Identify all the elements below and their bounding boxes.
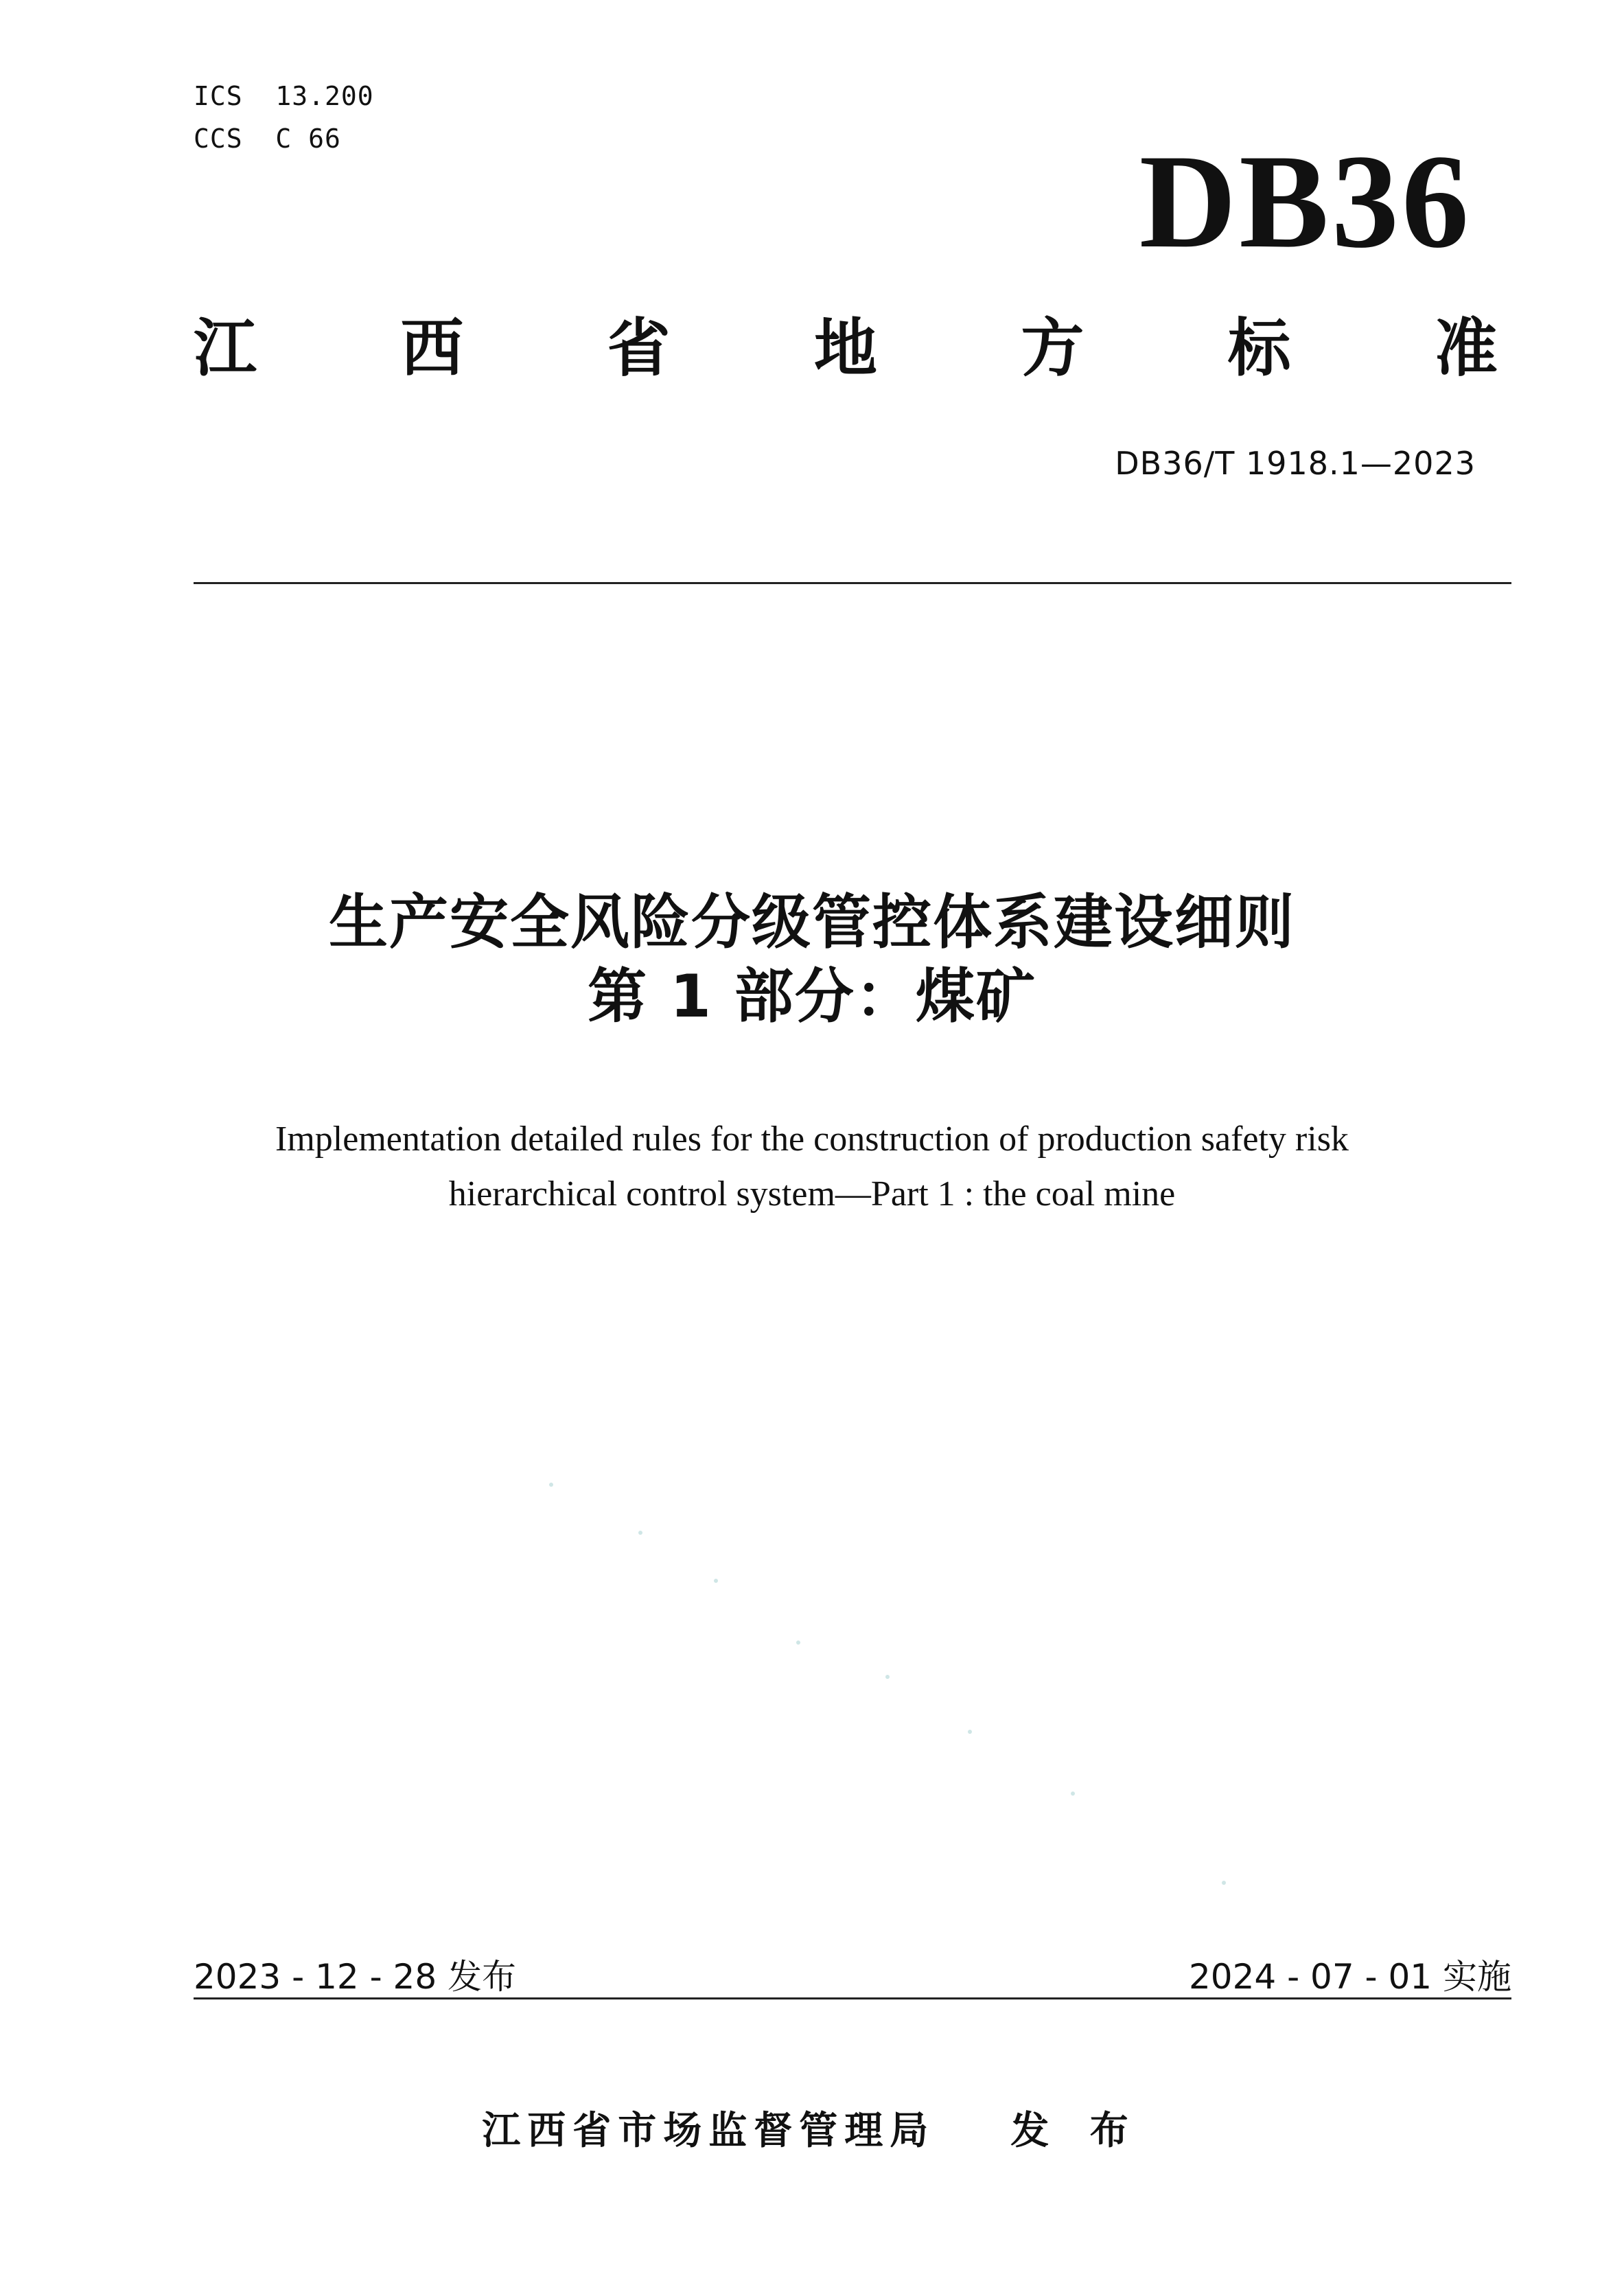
ccs-classification: CCS C 66 — [194, 124, 341, 154]
scan-speck — [968, 1730, 972, 1734]
scan-speck — [1071, 1791, 1075, 1796]
standard-code-logo: DB36 — [1139, 127, 1472, 276]
publish-date: 2023 - 12 - 28 发布 — [194, 1957, 517, 1997]
title-zh-line1: 生产安全风险分级管控体系建设细则 — [329, 888, 1295, 957]
standard-type-char: 省 — [607, 312, 671, 385]
issuing-authority: 江西省市场监督管理局 — [482, 2109, 936, 2153]
scan-speck — [549, 1483, 553, 1487]
standard-type-char: 西 — [400, 312, 464, 385]
implementation-date: 2024 - 07 - 01 实施 — [1188, 1957, 1511, 1997]
standard-type-char: 方 — [1021, 312, 1084, 385]
issue-verb: 发 布 — [1010, 2109, 1142, 2153]
standard-type-heading — [194, 312, 1498, 385]
chinese-title — [0, 885, 1624, 1034]
issuer-line — [0, 2100, 1624, 2155]
standard-number: DB36/T 1918.1—2023 — [1115, 445, 1476, 482]
scan-speck — [714, 1579, 718, 1583]
standard-type-char: 江 — [194, 312, 257, 385]
footer-divider — [194, 1997, 1511, 1999]
header-divider — [194, 582, 1511, 584]
scan-speck — [1222, 1881, 1226, 1885]
title-zh-line2: 第 1 部分：煤矿 — [588, 962, 1036, 1032]
standard-type-char: 地 — [813, 312, 877, 385]
ics-classification: ICS 13.200 — [194, 81, 374, 111]
scan-speck — [796, 1640, 800, 1645]
standard-type-char: 标 — [1227, 312, 1291, 385]
title-en-line1: Implementation detailed rules for the construction of production safety risk — [275, 1120, 1349, 1159]
standard-type-char: 准 — [1434, 312, 1498, 385]
title-en-line2: hierarchical control system—Part 1 : the coal mine — [448, 1174, 1176, 1214]
scan-speck — [638, 1531, 642, 1535]
english-title — [0, 1112, 1624, 1221]
scan-speck — [885, 1675, 890, 1679]
